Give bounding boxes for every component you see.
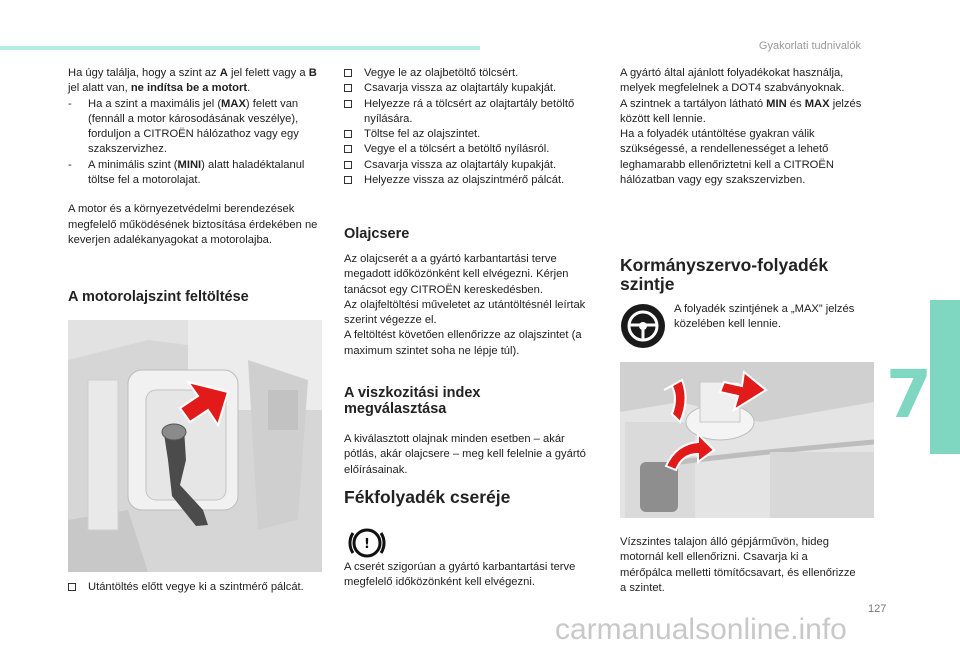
- chapter-tab: [930, 300, 960, 454]
- kormanyszervo-paragraph: A folyadék szintjének a „MAX” jelzés közelében kell lennie.: [674, 303, 855, 331]
- checkbox-square-icon: [344, 161, 352, 169]
- bullet-6: Csavarja vissza az olajtartály kupakját.: [344, 158, 596, 173]
- bullet-5: Vegye el a tölcsért a betöltő nyílásról.: [344, 142, 596, 157]
- engine-photo-oil-filler: [68, 320, 322, 572]
- checkbox-square-icon: [344, 100, 352, 108]
- chapter-number: 7: [886, 356, 932, 433]
- viszkozitas-paragraph: A kiválasztott olajnak minden esetben – akár pótlás, akár olajcsere – meg kell felelnie a gyártó előírásainak.: [344, 433, 586, 476]
- fekfolyadek-paragraph: A cserét szigorúan a gyártó karbantartási terve megfelelő időközönként kell elvégezni.: [344, 561, 576, 589]
- bullet-7: Helyezze vissza az olajszintmérő pálcát.: [344, 173, 596, 188]
- checkbox-square-icon: [68, 583, 76, 591]
- engine-photo-steering-fluid: [620, 362, 874, 518]
- column-2-bullets: [344, 66, 596, 188]
- dash-item-max: - Ha a szint a maximális jel (MAX) felett van (fennáll a motor károsodásának veszélye), forduljon a CITROËN hálózathoz vagy egy szakszervizhez.: [68, 97, 299, 156]
- intro-paragraph: Ha úgy találja, hogy a szint az A jel felett vagy a B jel alatt van, ne indítsa be a motort.: [68, 67, 317, 95]
- column-3-intro: A gyártó által ajánlott folyadékokat használja, melyek megfelelnek a DOT4 szabványoknak. A szintnek a tartályon látható MIN és MAX jelzés között kell lennie. Ha a folyadék utántöltése gyakran válik szükségessé, a rendellenességet a lehető leghamarabb ellenőriztetni kell a CITROËN hálózatban vagy egy szakszervizben.: [620, 67, 862, 187]
- header-accent-bar: [0, 46, 480, 50]
- env-paragraph: A motor és a környezetvédelmi berendezések megfelelő működésének biztosítása érdekében ne keverjen adalékanyagokat a motorolajba.: [68, 203, 318, 246]
- watermark: carmanualsonline.info: [555, 613, 847, 646]
- col1-bullet: Utántöltés előtt vegye ki a szintmérő pálcát.: [68, 580, 358, 595]
- heading-motorolaj: A motorolajszint feltöltése: [68, 289, 249, 305]
- heading-fekfolyadek: Fékfolyadék cseréje: [344, 487, 511, 507]
- olajcsere-paragraph: Az olajcserét a a gyártó karbantartási terve megadott időközönként kell elvégezni. Kérjen tanácsot egy CITROËN kereskedésben. Az olajfeltöltési műveletet az utántöltésnél leírtak szerint végezze el. A feltöltést követően ellenőrizze az olajszintet (a maximum szintet soha ne lépje túl).: [344, 253, 586, 357]
- bullet-2: Csavarja vissza az olajtartály kupakját.: [344, 81, 596, 96]
- checkbox-square-icon: [344, 145, 352, 153]
- heading-viszkozitas: A viszkozitási index megválasztása: [344, 385, 481, 417]
- heading-kormanyszervo: Kormányszervo-folyadék szintje: [620, 255, 829, 294]
- checkbox-square-icon: [344, 130, 352, 138]
- checkbox-square-icon: [344, 69, 352, 77]
- bullet-1: Vegye le az olajbetöltő tölcsért.: [344, 66, 596, 81]
- checkbox-square-icon: [344, 84, 352, 92]
- bottom-paragraph: Vízszintes talajon álló gépjárművön, hideg motornál kell ellenőrizni. Csavarja ki a mérőpálca melletti tömítőcsavart, és ellenőrizze a szintet.: [620, 536, 856, 594]
- page-number: 127: [868, 603, 887, 615]
- bullet-3: Helyezze rá a tölcsért az olajtartály betöltő nyílására.: [344, 97, 596, 128]
- dash-item-mini: - A minimális szint (MINI) alatt haladéktalanul töltse fel a motorolajat.: [68, 158, 305, 187]
- bullet-4: Töltse fel az olajszintet.: [344, 127, 596, 142]
- checkbox-square-icon: [344, 176, 352, 184]
- steering-wheel-icon: [620, 303, 666, 349]
- column-1: [68, 66, 324, 248]
- engine-illustration: [68, 320, 322, 572]
- svg-text:!: !: [364, 537, 370, 552]
- heading-olajcsere: Olajcsere: [344, 226, 410, 242]
- section-title: Gyakorlati tudnivalók: [758, 40, 861, 52]
